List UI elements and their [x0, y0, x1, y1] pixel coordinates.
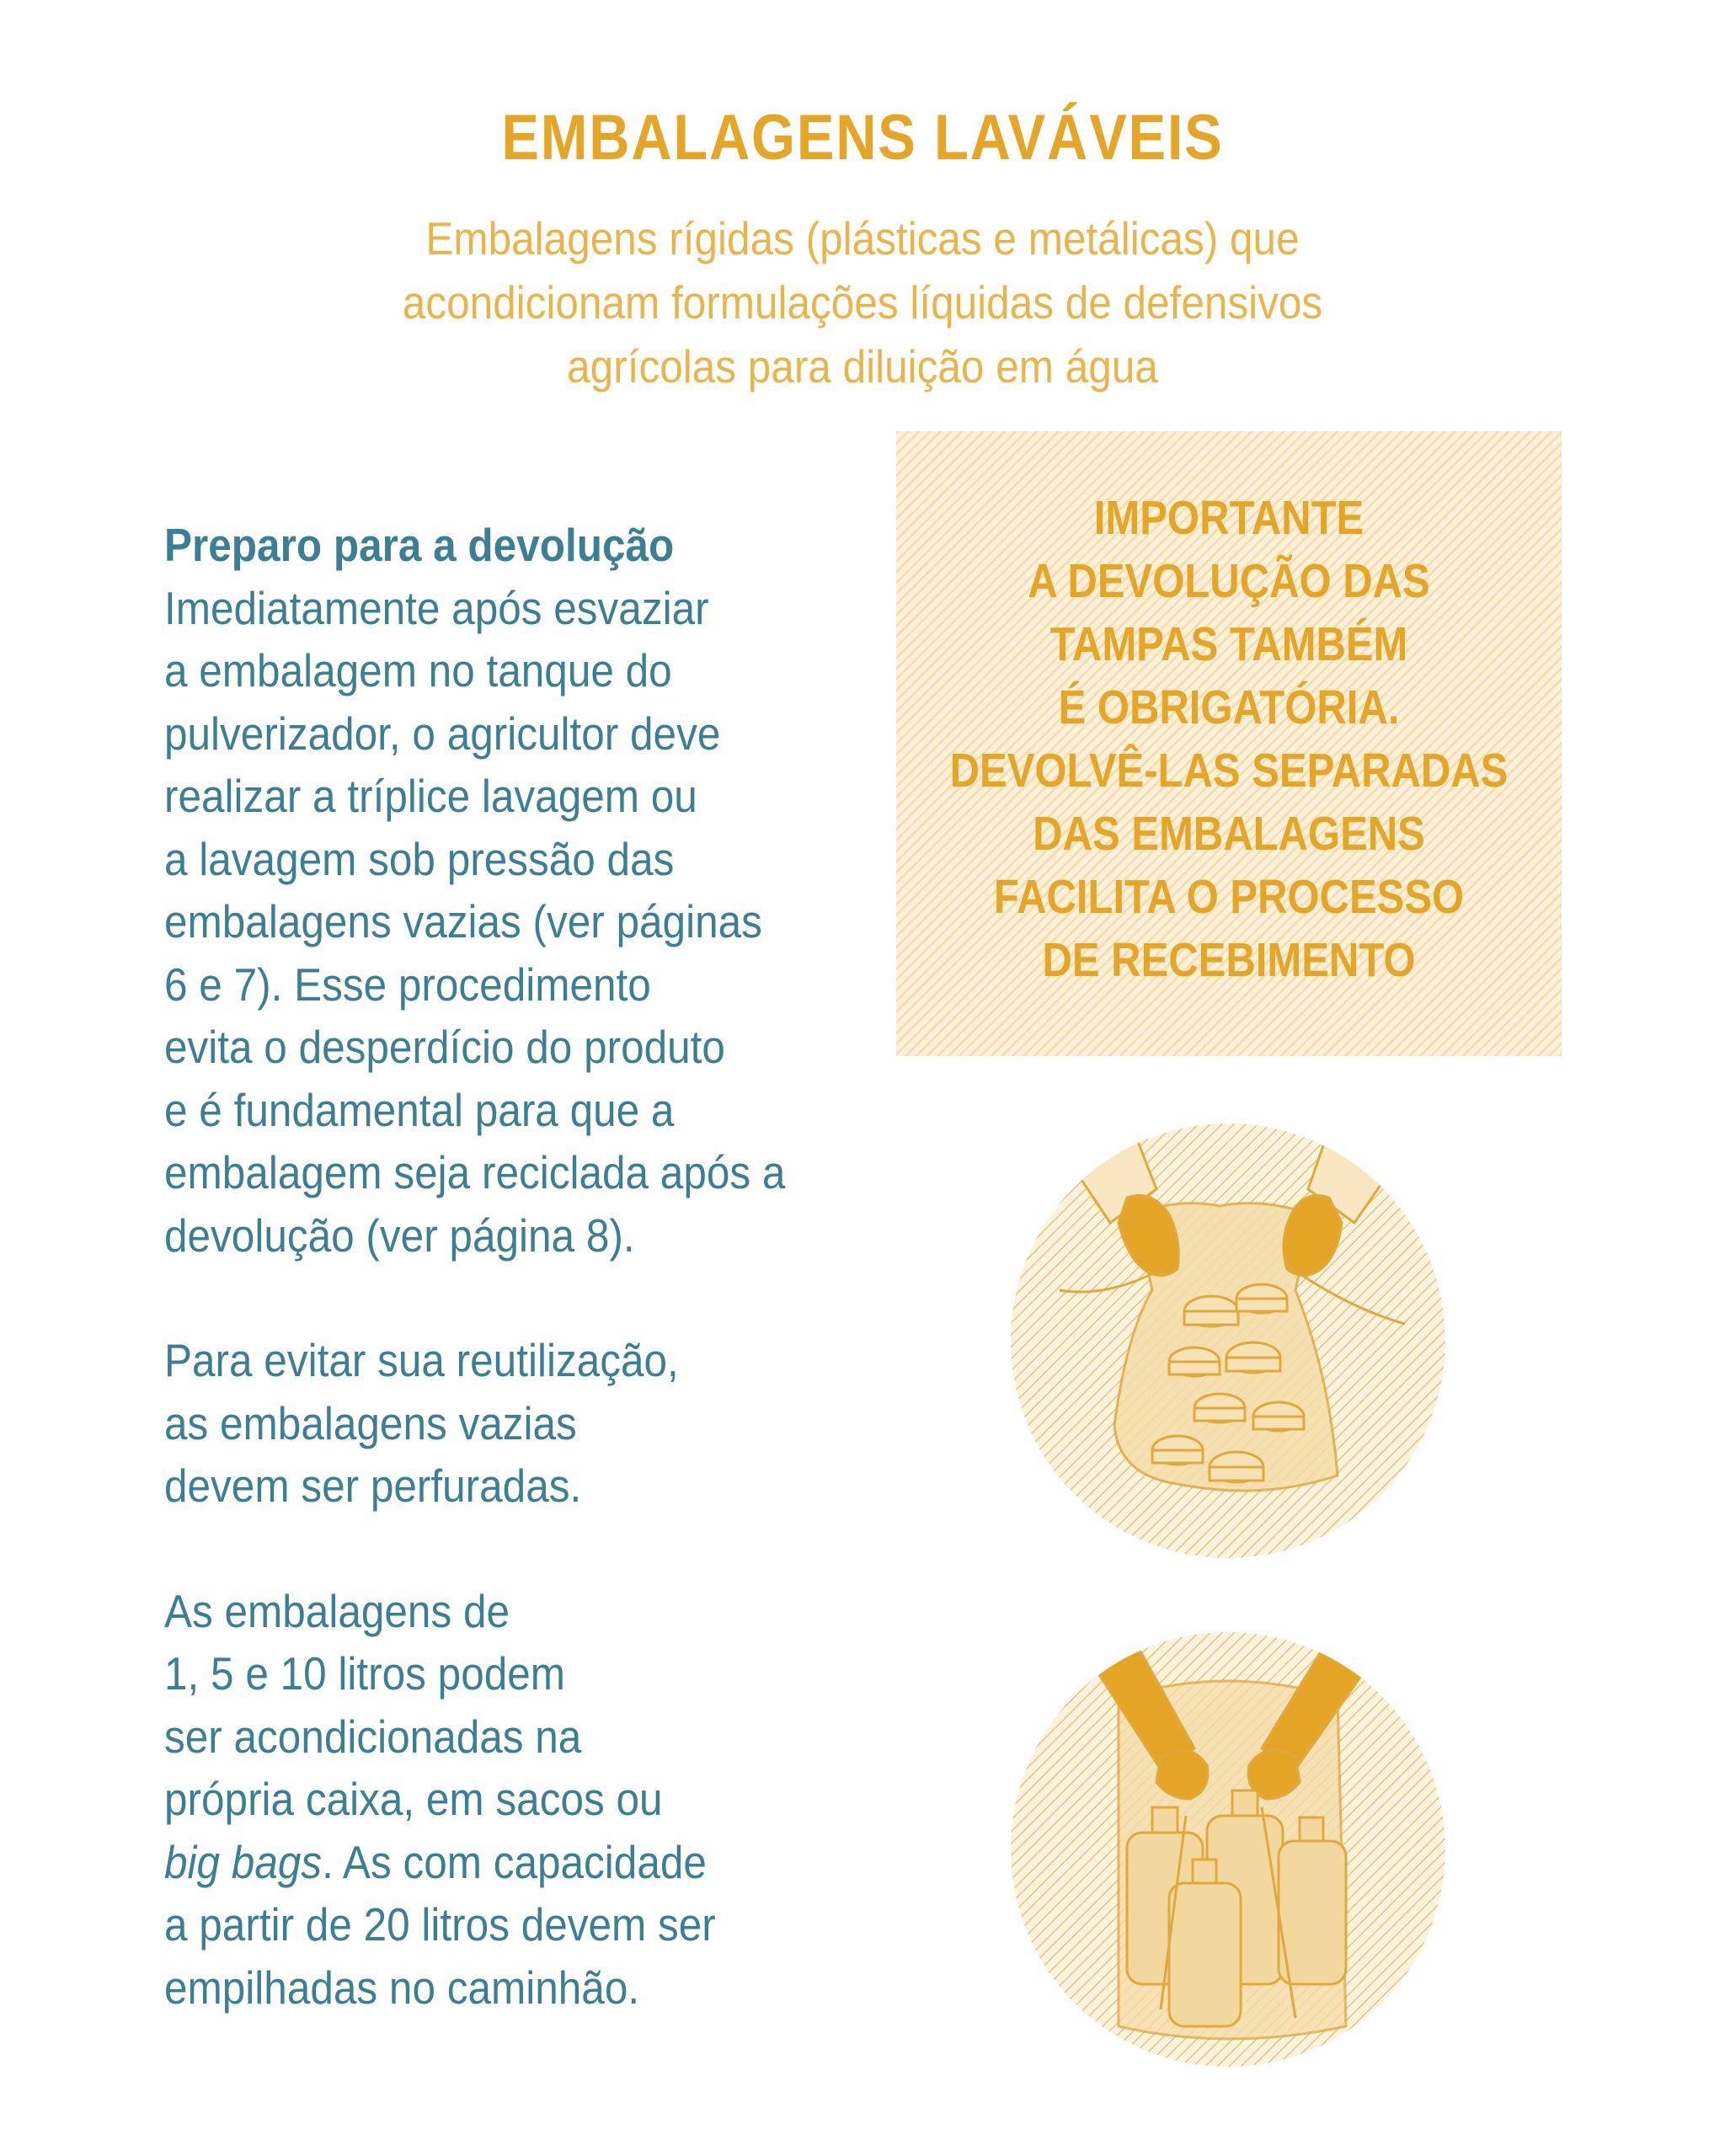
paragraph-line: própria caixa, em sacos ou	[164, 1773, 663, 1825]
paragraph-line: as embalagens vazias	[164, 1396, 577, 1449]
paragraph-line: embalagem seja reciclada após a	[164, 1146, 786, 1198]
paragraph-line: devem ser perfuradas.	[164, 1460, 582, 1512]
hands-bagging-caps-icon	[1009, 1122, 1447, 1560]
paragraph-line: evita o desperdício do produto	[164, 1021, 725, 1073]
paragraph-line: a embalagem no tanque do	[164, 644, 672, 696]
page-subtitle	[86, 206, 1638, 398]
page-title: EMBALAGENS LAVÁVEIS	[501, 102, 1224, 173]
main-text-column	[164, 514, 855, 2019]
italic-term: big bags	[164, 1835, 323, 1888]
subtitle-line: acondicionam formulações líquidas de defensivos	[402, 276, 1323, 328]
paragraph-spacer	[164, 1518, 855, 1580]
paragraph-line: realizar a tríplice lavagem ou	[164, 770, 697, 822]
note-title: IMPORTANTE	[1093, 491, 1365, 545]
paragraph-line: a lavagem sob pressão das	[164, 832, 675, 885]
paragraph-line: a partir de 20 litros devem ser	[164, 1898, 716, 1951]
hands-bagging-bottles-icon	[1009, 1630, 1447, 2068]
paragraph-fragment: . As com capacidade	[322, 1835, 707, 1888]
note-line: TAMPAS TAMBÉM	[1049, 617, 1408, 671]
page-header	[0, 101, 1725, 398]
subtitle-line: Embalagens rígidas (plásticas e metálicas) que	[425, 212, 1300, 264]
paragraph-line: pulverizador, o agricultor deve	[164, 707, 721, 760]
paragraph-line: empilhadas no caminhão.	[164, 1961, 640, 2014]
subtitle-line: agrícolas para diluição em água	[567, 340, 1158, 392]
paragraph-line: devolução (ver página 8).	[164, 1209, 635, 1262]
note-line: FACILITA O PROCESSO	[993, 870, 1465, 924]
paragraph-line: ser acondicionadas na	[164, 1710, 582, 1763]
paragraph-line: 6 e 7). Esse procedimento	[164, 958, 651, 1011]
note-line: DEVOLVÊ-LAS SEPARADAS	[949, 744, 1509, 798]
important-note-text	[896, 487, 1562, 992]
paragraph-line	[164, 1831, 786, 1894]
paragraph-line: Imediatamente após esvaziar	[164, 581, 709, 634]
note-line: DAS EMBALAGENS	[1033, 807, 1425, 861]
note-line: É OBRIGATÓRIA.	[1058, 680, 1400, 734]
paragraph-line: 1, 5 e 10 litros podem	[164, 1647, 566, 1700]
note-line: A DEVOLUÇÃO DAS	[1028, 554, 1430, 608]
important-note-box	[896, 431, 1562, 1056]
note-line: DE RECEBIMENTO	[1042, 933, 1416, 987]
section-heading: Preparo para a devolução	[164, 519, 675, 571]
paragraph-line: e é fundamental para que a	[164, 1083, 675, 1136]
paragraph-line: Para evitar sua reutilização,	[164, 1334, 679, 1386]
paragraph-line: embalagens vazias (ver páginas	[164, 895, 762, 947]
paragraph-spacer	[164, 1267, 855, 1329]
paragraph-line: As embalagens de	[164, 1584, 510, 1637]
